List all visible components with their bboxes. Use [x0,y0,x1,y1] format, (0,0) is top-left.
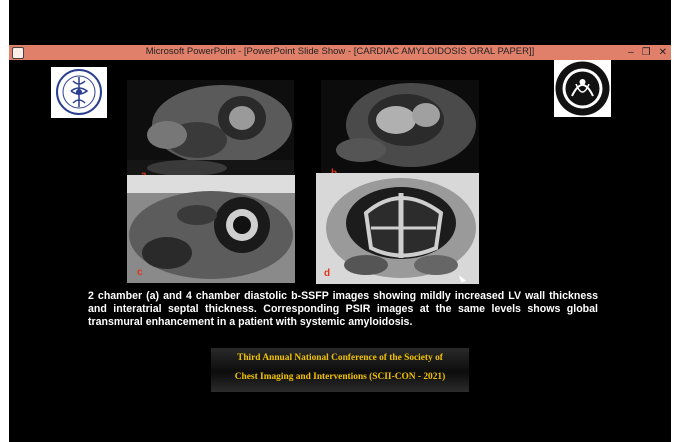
mri-image-a [127,80,294,187]
mri-image-b [321,80,479,186]
restore-button[interactable]: ❐ [641,47,651,58]
image-label-c: c [137,267,143,278]
window-titlebar[interactable] [9,45,671,60]
society-logo [554,60,611,117]
window-controls [628,45,667,60]
slide-caption: 2 chamber (a) and 4 chamber diastolic b-SSFP images showing mildly increased LV wall thickness and interatrial septal thickness. Corresponding PSIR images at the same levels shows global transmural enhancement in a patient with systemic amyloidosis. [88,290,598,328]
left-border [0,0,9,442]
banner-line-2: Chest Imaging and Interventions (SCII-CON - 2021) [234,372,446,382]
image-label-d: d [324,268,331,279]
institute-logo [51,67,107,118]
mri-image-d [316,173,479,284]
banner-line-1: Third Annual National Conference of the Society of [237,353,443,363]
mri-image-c [127,175,295,283]
close-button[interactable]: ✕ [658,47,667,58]
conference-banner [211,348,469,392]
minimize-button[interactable]: – [628,47,634,58]
slide-canvas[interactable] [9,60,671,442]
window-title: Microsoft PowerPoint - [PowerPoint Slide Show - [CARDIAC AMYLOIDOSIS ORAL PAPER]] [145,46,535,57]
right-border [671,0,680,442]
